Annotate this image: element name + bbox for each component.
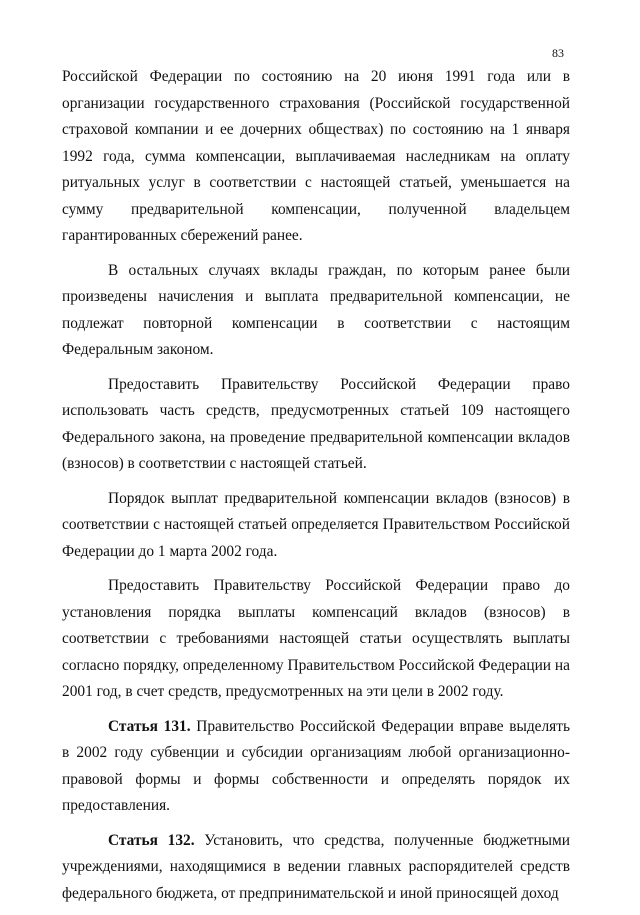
paragraph-other-cases: В остальных случаях вклады граждан, по которым ранее были произведены начисления и выплата предварительной компенсации, не подлежат повторной компенсации в соответствии с настоящим Федеральным законом. <box>62 261 570 358</box>
article-132 <box>62 828 570 908</box>
page-number: 83 <box>552 46 564 60</box>
article-131-label: Статья 131. <box>108 717 191 735</box>
document-body <box>62 64 570 915</box>
article-131-text: Правительство Российской Федерации вправе выделять в 2002 году субвенции и субсидии организациям любой организационно-правовой формы и формы собственности и определять порядок их предоставления. <box>62 717 570 814</box>
article-132-label: Статья 132. <box>108 831 195 849</box>
paragraph-payment-procedure: Порядок выплат предварительной компенсации вкладов (взносов) в соответствии с настоящей статьей определяется Правительством Российской Федерации до 1 марта 2002 года. <box>62 489 570 560</box>
paragraph-government-funds: Предоставить Правительству Российской Федерации право использовать часть средств, предусмотренных статьей 109 настоящего Федерального закона, на проведение предварительной компенсации вкладов (взносов) в соответствии с настоящей статьей. <box>62 375 570 472</box>
paragraph-continuation: Российской Федерации по состоянию на 20 июня 1991 года или в организации государственного страхования (Российской государственной страховой компании и ее дочерних обществах) по состоянию на 1 января 1992 года, сумма компенсации, выплачиваемая наследникам на оплату ритуальных услуг в соответствии с настоящей статьей, уменьшается на сумму предварительной компенсации, полученной владельцем гарантированных сбережений ранее. <box>62 68 570 244</box>
article-132-text: Установить, что средства, полученные бюджетными учреждениями, находящимися в ведении главных распорядителей средств федерального бюджета, от предпринимательской и иной приносящей доход <box>62 831 570 902</box>
paragraph-government-right: Предоставить Правительству Российской Федерации право до установления порядка выплаты компенсаций вкладов (взносов) в соответствии с требованиями настоящей статьи осуществлять выплаты согласно порядку, определенному Правительством Российской Федерации на 2001 год, в счет средств, предусмотренных на эти цели в 2002 году. <box>62 577 570 700</box>
article-131 <box>62 714 570 820</box>
